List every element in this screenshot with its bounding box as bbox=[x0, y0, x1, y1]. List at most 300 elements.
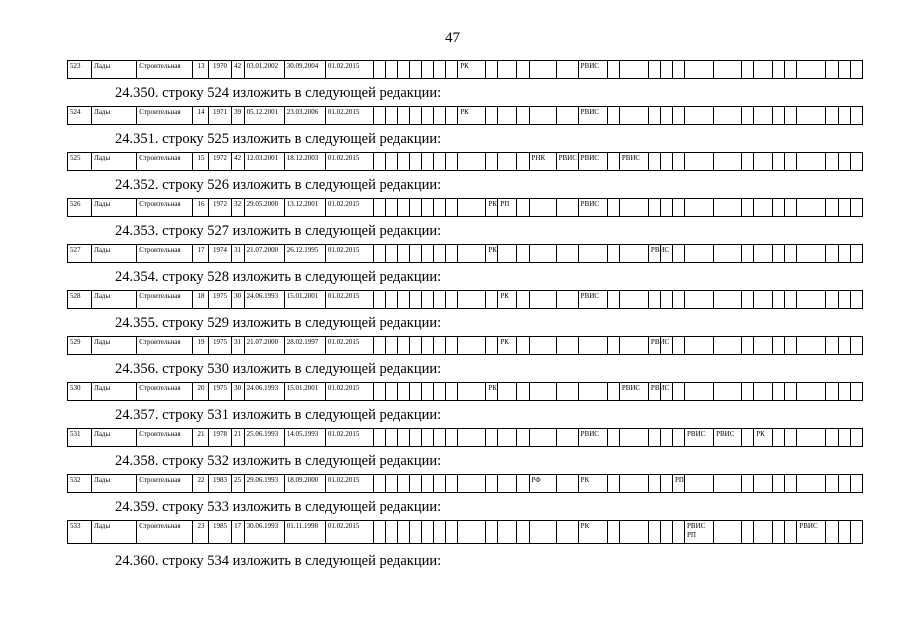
table-cell bbox=[607, 383, 619, 401]
table-cell bbox=[374, 107, 386, 125]
table-cell bbox=[826, 245, 838, 263]
table-cell bbox=[434, 337, 446, 355]
table-cell bbox=[785, 429, 797, 447]
table-cell: 01.02.2015 bbox=[325, 245, 373, 263]
table-cell: 42 bbox=[231, 153, 244, 171]
table-cell bbox=[422, 475, 434, 493]
table-cell: 13.12.2001 bbox=[284, 199, 325, 217]
table-cell bbox=[498, 429, 517, 447]
table-cell bbox=[742, 61, 754, 79]
table-cell bbox=[398, 383, 410, 401]
table-cell bbox=[446, 337, 458, 355]
table-cell: Строительная bbox=[137, 521, 193, 544]
table-cell bbox=[607, 107, 619, 125]
table-cell bbox=[850, 475, 862, 493]
table-cell bbox=[374, 521, 386, 544]
table-cell: 1971 bbox=[209, 107, 231, 125]
table-cell bbox=[422, 521, 434, 544]
table-cell bbox=[826, 383, 838, 401]
table-cell bbox=[850, 199, 862, 217]
table-cell bbox=[742, 337, 754, 355]
table-cell bbox=[410, 245, 422, 263]
table-cell bbox=[458, 153, 486, 171]
table-cell bbox=[619, 521, 648, 544]
table-cell bbox=[398, 429, 410, 447]
table-cell bbox=[619, 291, 648, 309]
table-cell bbox=[838, 475, 850, 493]
table-cell: Строительная bbox=[137, 383, 193, 401]
table-cell bbox=[754, 153, 773, 171]
table-cell bbox=[422, 61, 434, 79]
table-cell: 18 bbox=[193, 291, 209, 309]
table-cell bbox=[607, 153, 619, 171]
table-cell bbox=[529, 245, 556, 263]
table-cell bbox=[517, 61, 529, 79]
table-cell: 1975 bbox=[209, 337, 231, 355]
table-cell: Лады bbox=[92, 107, 137, 125]
instruction-line: 24.350. строку 524 изложить в следующей редакции: bbox=[115, 85, 442, 101]
table-cell bbox=[685, 383, 714, 401]
table-row bbox=[67, 198, 863, 217]
table-row bbox=[67, 336, 863, 355]
table-cell bbox=[607, 245, 619, 263]
table-cell: Лады bbox=[92, 475, 137, 493]
table-cell bbox=[773, 383, 785, 401]
table-cell: РК bbox=[486, 245, 498, 263]
table-cell bbox=[714, 383, 742, 401]
table-cell: 25.06.1993 bbox=[244, 429, 284, 447]
table-cell: Строительная bbox=[137, 291, 193, 309]
table-cell bbox=[517, 521, 529, 544]
table-cell bbox=[785, 107, 797, 125]
table-cell bbox=[714, 475, 742, 493]
table-cell bbox=[619, 245, 648, 263]
table-cell bbox=[850, 61, 862, 79]
table-cell bbox=[714, 199, 742, 217]
table-cell bbox=[826, 429, 838, 447]
table-cell: 525 bbox=[68, 153, 92, 171]
table-cell bbox=[556, 107, 578, 125]
table-cell bbox=[742, 291, 754, 309]
table-cell: РК bbox=[458, 61, 486, 79]
table-cell bbox=[422, 107, 434, 125]
table-cell bbox=[517, 291, 529, 309]
table-cell: 25 bbox=[231, 475, 244, 493]
table-cell: 16 bbox=[193, 199, 209, 217]
table-cell bbox=[773, 199, 785, 217]
table-cell bbox=[556, 199, 578, 217]
table-cell bbox=[785, 153, 797, 171]
table-cell bbox=[434, 291, 446, 309]
instruction-line: 24.353. строку 527 изложить в следующей редакции: bbox=[115, 223, 442, 239]
instruction-line: 24.356. строку 530 изложить в следующей редакции: bbox=[115, 361, 442, 377]
table-cell bbox=[685, 337, 714, 355]
table-cell bbox=[742, 153, 754, 171]
table-cell bbox=[850, 245, 862, 263]
table-cell: 01.02.2015 bbox=[325, 429, 373, 447]
table-row bbox=[67, 106, 863, 125]
table-cell bbox=[648, 107, 660, 125]
table-cell: 1978 bbox=[209, 429, 231, 447]
table-cell bbox=[797, 107, 826, 125]
table-cell: 1972 bbox=[209, 199, 231, 217]
table-cell bbox=[498, 153, 517, 171]
table-cell: 17 bbox=[193, 245, 209, 263]
table-cell bbox=[458, 475, 486, 493]
table-cell bbox=[742, 429, 754, 447]
table-cell bbox=[410, 337, 422, 355]
table-cell bbox=[619, 429, 648, 447]
table-cell bbox=[648, 429, 660, 447]
table-cell: 533 bbox=[68, 521, 92, 544]
table-cell bbox=[529, 291, 556, 309]
table-cell bbox=[422, 153, 434, 171]
table-cell bbox=[498, 475, 517, 493]
table-cell bbox=[660, 153, 672, 171]
table-cell bbox=[446, 475, 458, 493]
table-cell bbox=[386, 245, 398, 263]
table-cell: 529 bbox=[68, 337, 92, 355]
table-cell: РВИС bbox=[797, 521, 826, 544]
table-cell: 14.05.1993 bbox=[284, 429, 325, 447]
table-cell bbox=[486, 521, 498, 544]
table-cell: 01.02.2015 bbox=[325, 337, 373, 355]
table-cell: РВИС bbox=[648, 383, 660, 401]
table-cell bbox=[386, 107, 398, 125]
table-cell: 531 bbox=[68, 429, 92, 447]
table-cell bbox=[685, 245, 714, 263]
table-cell: 21.07.2000 bbox=[244, 337, 284, 355]
table-cell bbox=[648, 61, 660, 79]
table-cell: РВИС bbox=[578, 153, 607, 171]
table-cell bbox=[714, 291, 742, 309]
table-cell: РК bbox=[498, 337, 517, 355]
table-cell bbox=[850, 383, 862, 401]
table-cell bbox=[529, 383, 556, 401]
table-cell bbox=[556, 245, 578, 263]
table-cell bbox=[838, 291, 850, 309]
table-cell bbox=[619, 475, 648, 493]
table-cell bbox=[607, 429, 619, 447]
table-cell bbox=[648, 521, 660, 544]
table-cell bbox=[446, 383, 458, 401]
table-cell bbox=[422, 291, 434, 309]
table-row bbox=[67, 474, 863, 493]
instruction-line: 24.359. строку 533 изложить в следующей редакции: bbox=[115, 499, 442, 515]
table-cell bbox=[742, 383, 754, 401]
table-cell bbox=[773, 245, 785, 263]
table-cell bbox=[517, 337, 529, 355]
table-cell: 1975 bbox=[209, 291, 231, 309]
table-cell bbox=[458, 429, 486, 447]
table-cell: РФ bbox=[529, 475, 556, 493]
table-cell bbox=[422, 199, 434, 217]
table-cell bbox=[773, 337, 785, 355]
table-cell: Лады bbox=[92, 199, 137, 217]
table-cell bbox=[685, 199, 714, 217]
table-cell bbox=[773, 291, 785, 309]
table-cell bbox=[714, 153, 742, 171]
table-cell bbox=[773, 153, 785, 171]
table-cell bbox=[754, 199, 773, 217]
table-cell bbox=[410, 153, 422, 171]
table-cell bbox=[410, 521, 422, 544]
table-cell: Строительная bbox=[137, 429, 193, 447]
table-cell: 30.09.2004 bbox=[284, 61, 325, 79]
table-cell: 32 bbox=[231, 199, 244, 217]
table-row bbox=[67, 382, 863, 401]
table-cell: 1972 bbox=[209, 153, 231, 171]
table-cell bbox=[410, 475, 422, 493]
table-cell bbox=[685, 61, 714, 79]
table-cell bbox=[386, 337, 398, 355]
table-cell bbox=[672, 153, 684, 171]
table-cell bbox=[398, 199, 410, 217]
table-cell: 29.06.1993 bbox=[244, 475, 284, 493]
table-cell bbox=[486, 291, 498, 309]
table-cell: РВИС bbox=[578, 107, 607, 125]
table-cell: 21 bbox=[231, 429, 244, 447]
table-cell bbox=[773, 521, 785, 544]
table-cell bbox=[578, 245, 607, 263]
instruction-line: 24.360. строку 534 изложить в следующей редакции: bbox=[115, 553, 442, 569]
table-cell: 28.02.1997 bbox=[284, 337, 325, 355]
table-cell bbox=[797, 245, 826, 263]
table-cell bbox=[434, 383, 446, 401]
table-cell: Строительная bbox=[137, 337, 193, 355]
table-cell bbox=[685, 153, 714, 171]
table-cell bbox=[386, 153, 398, 171]
table-cell: 526 bbox=[68, 199, 92, 217]
table-cell bbox=[797, 153, 826, 171]
table-cell bbox=[797, 383, 826, 401]
table-cell: 20 bbox=[193, 383, 209, 401]
table-cell bbox=[578, 337, 607, 355]
table-cell bbox=[785, 337, 797, 355]
table-cell: РВИС bbox=[578, 429, 607, 447]
instruction-line: 24.354. строку 528 изложить в следующей редакции: bbox=[115, 269, 442, 285]
table-cell bbox=[529, 61, 556, 79]
table-cell bbox=[374, 245, 386, 263]
table-cell bbox=[742, 107, 754, 125]
table-row bbox=[67, 244, 863, 263]
table-cell bbox=[422, 383, 434, 401]
table-cell bbox=[517, 199, 529, 217]
table-cell bbox=[556, 475, 578, 493]
table-cell bbox=[374, 475, 386, 493]
table-cell bbox=[498, 383, 517, 401]
table-cell bbox=[672, 291, 684, 309]
table-cell: 03.01.2002 bbox=[244, 61, 284, 79]
table-cell: 18.09.2000 bbox=[284, 475, 325, 493]
table-cell: 30.06.1993 bbox=[244, 521, 284, 544]
table-cell bbox=[486, 153, 498, 171]
table-cell bbox=[838, 245, 850, 263]
table-cell bbox=[486, 429, 498, 447]
table-cell bbox=[434, 61, 446, 79]
table-cell bbox=[434, 429, 446, 447]
table-cell bbox=[648, 291, 660, 309]
table-cell: Лады bbox=[92, 337, 137, 355]
table-cell bbox=[374, 199, 386, 217]
table-cell bbox=[556, 61, 578, 79]
table-row bbox=[67, 428, 863, 447]
table-cell bbox=[754, 107, 773, 125]
table-cell bbox=[648, 475, 660, 493]
table-cell bbox=[672, 383, 684, 401]
table-cell bbox=[607, 291, 619, 309]
table-cell bbox=[685, 291, 714, 309]
page-number: 47 bbox=[445, 30, 460, 46]
table-cell bbox=[785, 61, 797, 79]
table-cell bbox=[773, 61, 785, 79]
table-cell: 26.12.1995 bbox=[284, 245, 325, 263]
table-cell bbox=[398, 337, 410, 355]
table-cell: РП bbox=[672, 475, 684, 493]
instruction-line: 24.355. строку 529 изложить в следующей редакции: bbox=[115, 315, 442, 331]
table-cell bbox=[619, 199, 648, 217]
table-cell bbox=[374, 61, 386, 79]
table-cell: 527 bbox=[68, 245, 92, 263]
table-cell bbox=[826, 153, 838, 171]
table-cell bbox=[785, 475, 797, 493]
table-cell: 30 bbox=[231, 291, 244, 309]
table-cell bbox=[607, 337, 619, 355]
table-cell bbox=[398, 521, 410, 544]
table-cell: РК bbox=[458, 107, 486, 125]
table-cell: 18.12.2003 bbox=[284, 153, 325, 171]
table-cell bbox=[498, 245, 517, 263]
table-cell: 01.02.2015 bbox=[325, 107, 373, 125]
table-cell bbox=[607, 61, 619, 79]
table-cell: РНК bbox=[529, 153, 556, 171]
table-cell bbox=[797, 475, 826, 493]
table-cell: 01.02.2015 bbox=[325, 383, 373, 401]
table-cell bbox=[374, 291, 386, 309]
table-cell bbox=[672, 429, 684, 447]
table-cell: 1970 bbox=[209, 61, 231, 79]
table-cell bbox=[422, 337, 434, 355]
table-row bbox=[67, 290, 863, 309]
table-cell bbox=[785, 291, 797, 309]
table-cell bbox=[374, 383, 386, 401]
table-cell: 23.03.2006 bbox=[284, 107, 325, 125]
table-cell bbox=[754, 337, 773, 355]
table-cell bbox=[556, 521, 578, 544]
table-cell bbox=[685, 107, 714, 125]
table-cell bbox=[446, 199, 458, 217]
table-cell bbox=[672, 337, 684, 355]
table-cell: Лады bbox=[92, 245, 137, 263]
table-cell bbox=[785, 199, 797, 217]
table-cell: РК bbox=[486, 199, 498, 217]
table-cell bbox=[754, 475, 773, 493]
table-cell: 23 bbox=[193, 521, 209, 544]
table-cell bbox=[434, 107, 446, 125]
table-cell bbox=[797, 337, 826, 355]
table-cell bbox=[754, 291, 773, 309]
table-cell: 01.02.2015 bbox=[325, 475, 373, 493]
table-cell bbox=[386, 291, 398, 309]
table-cell bbox=[410, 61, 422, 79]
table-cell bbox=[446, 245, 458, 263]
table-cell bbox=[529, 521, 556, 544]
table-cell: Строительная bbox=[137, 153, 193, 171]
table-cell: 29.05.2000 bbox=[244, 199, 284, 217]
table-cell: 12.03.2001 bbox=[244, 153, 284, 171]
table-cell bbox=[386, 61, 398, 79]
table-cell bbox=[556, 383, 578, 401]
table-cell bbox=[838, 383, 850, 401]
table-cell bbox=[386, 199, 398, 217]
table-cell: 19 bbox=[193, 337, 209, 355]
table-cell bbox=[742, 475, 754, 493]
table-cell: РВИС bbox=[619, 153, 648, 171]
table-cell: 21.07.2000 bbox=[244, 245, 284, 263]
table-cell bbox=[446, 429, 458, 447]
table-cell: 14 bbox=[193, 107, 209, 125]
table-cell bbox=[850, 337, 862, 355]
table-cell bbox=[838, 429, 850, 447]
table-cell bbox=[672, 199, 684, 217]
table-cell: 01.11.1998 bbox=[284, 521, 325, 544]
table-cell bbox=[386, 383, 398, 401]
table-cell bbox=[850, 153, 862, 171]
table-cell bbox=[619, 107, 648, 125]
table-cell: Строительная bbox=[137, 107, 193, 125]
table-cell bbox=[529, 199, 556, 217]
table-cell bbox=[486, 107, 498, 125]
table-cell bbox=[797, 199, 826, 217]
table-cell bbox=[434, 199, 446, 217]
table-cell bbox=[660, 61, 672, 79]
table-cell bbox=[660, 199, 672, 217]
table-cell bbox=[660, 475, 672, 493]
instruction-line: 24.358. строку 532 изложить в следующей редакции: bbox=[115, 453, 442, 469]
table-cell bbox=[556, 337, 578, 355]
table-cell bbox=[619, 337, 648, 355]
table-cell bbox=[773, 475, 785, 493]
instruction-line: 24.352. строку 526 изложить в следующей редакции: bbox=[115, 177, 442, 193]
table-cell bbox=[458, 383, 486, 401]
table-cell bbox=[446, 153, 458, 171]
table-cell bbox=[374, 337, 386, 355]
table-cell: Строительная bbox=[137, 245, 193, 263]
table-cell: 1974 bbox=[209, 245, 231, 263]
table-cell bbox=[850, 521, 862, 544]
table-cell bbox=[742, 521, 754, 544]
instruction-line: 24.357. строку 531 изложить в следующей редакции: bbox=[115, 407, 442, 423]
table-cell: 530 bbox=[68, 383, 92, 401]
table-cell: 22 bbox=[193, 475, 209, 493]
table-cell: 31 bbox=[231, 245, 244, 263]
table-cell bbox=[797, 291, 826, 309]
table-cell bbox=[498, 61, 517, 79]
table-cell bbox=[826, 107, 838, 125]
table-cell bbox=[685, 475, 714, 493]
table-cell bbox=[648, 153, 660, 171]
table-cell: РК bbox=[578, 521, 607, 544]
table-cell bbox=[446, 291, 458, 309]
table-cell bbox=[850, 291, 862, 309]
table-cell: 42 bbox=[231, 61, 244, 79]
table-cell bbox=[754, 521, 773, 544]
table-cell bbox=[410, 107, 422, 125]
table-cell bbox=[386, 475, 398, 493]
table-cell bbox=[672, 521, 684, 544]
instruction-line: 24.351. строку 525 изложить в следующей редакции: bbox=[115, 131, 442, 147]
table-cell: РК bbox=[578, 475, 607, 493]
